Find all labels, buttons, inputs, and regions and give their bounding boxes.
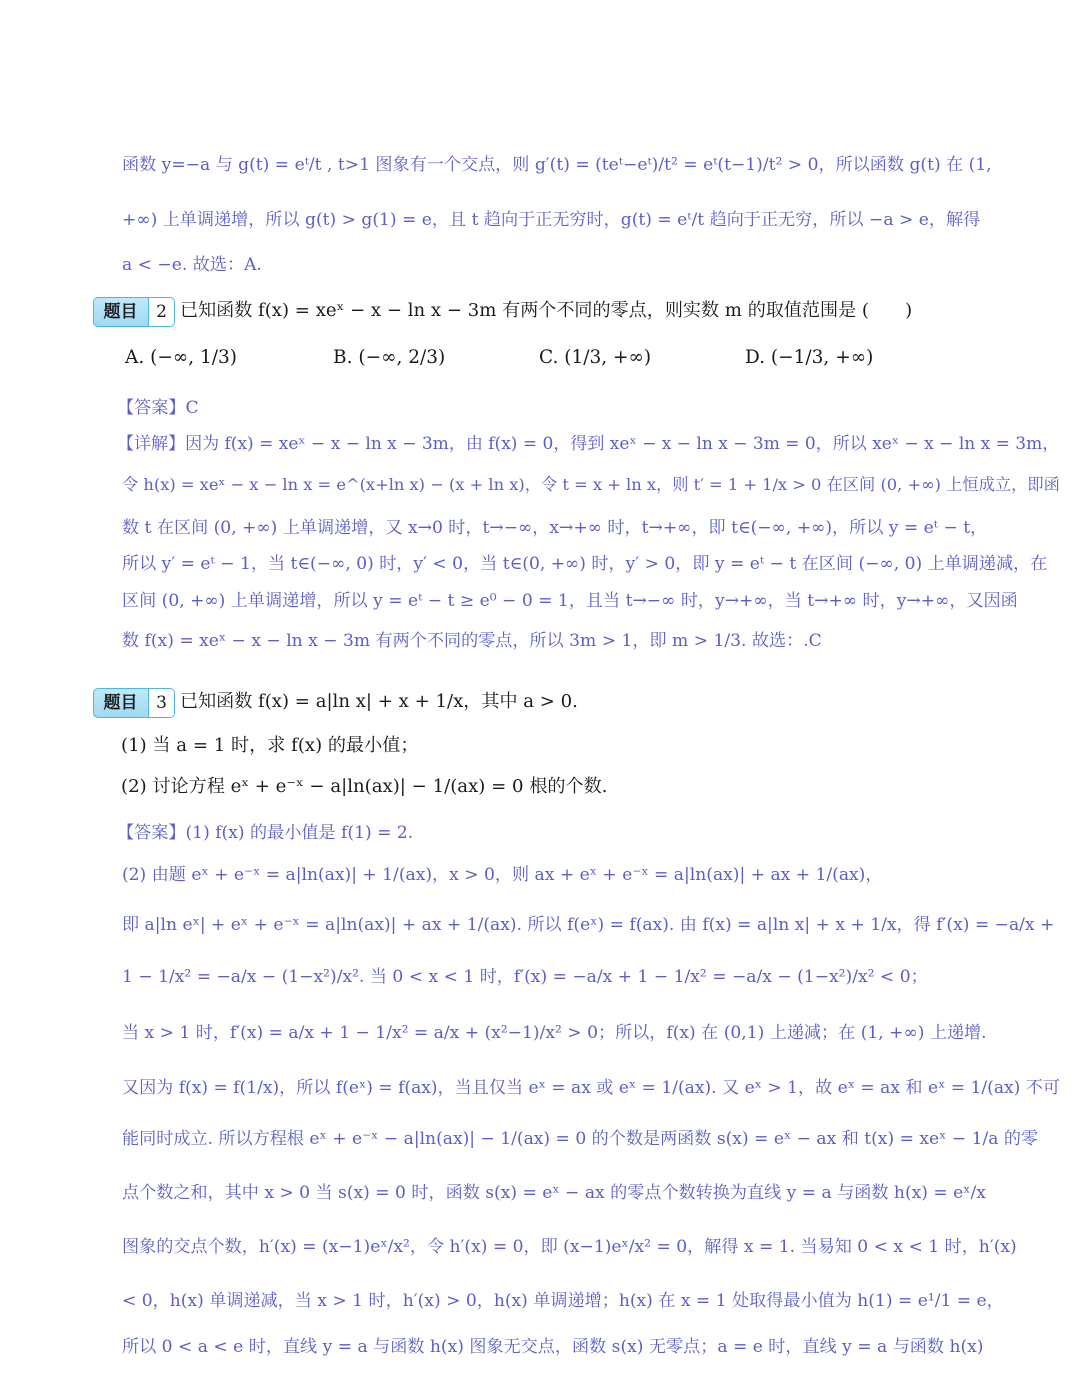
question-number: 3 bbox=[148, 689, 174, 717]
solution-line: +∞) 上单调递增，所以 g(t) > g(1) = e，且 t 趋向于正无穷时，g(t) = eᵗ/t 趋向于正无穷，所以 −a > e，解得 bbox=[122, 210, 981, 230]
solution-line: a < −e. 故选：A. bbox=[122, 255, 262, 275]
detail-line: 即 a|ln eˣ| + eˣ + e⁻ˣ = a|ln(ax)| + ax + 1/(ax). 所以 f(eˣ) = f(ax). 由 f(x) = a|ln x| + x + 1/x，得 f′(x) = −a/x + bbox=[122, 915, 1055, 935]
detail-line: 【详解】因为 f(x) = xeˣ − x − ln x − 3m，由 f(x) = 0，得到 xeˣ − x − ln x − 3m = 0，所以 xeˣ − x − ln x = 3m， bbox=[117, 434, 1060, 454]
detail-line: 能同时成立. 所以方程根 eˣ + e⁻ˣ − a|ln(ax)| − 1/(ax) = 0 的个数是两函数 s(x) = eˣ − ax 和 t(x) = xeˣ − 1/a 的零 bbox=[122, 1129, 1039, 1149]
answer-options bbox=[125, 338, 1025, 378]
question-badge bbox=[93, 297, 175, 327]
detail-line: 点个数之和，其中 x > 0 当 s(x) = 0 时，函数 s(x) = eˣ − ax 的零点个数转换为直线 y = a 与函数 h(x) = eˣ/x bbox=[122, 1183, 986, 1203]
answer-line: 【答案】C bbox=[117, 398, 199, 418]
question-number: 2 bbox=[148, 298, 174, 326]
solution-line: 函数 y=−a 与 g(t) = eᵗ/t , t>1 图象有一个交点，则 g′(t) = (teᵗ−eᵗ)/t² = eᵗ(t−1)/t² > 0，所以函数 g(t) 在 (1, bbox=[122, 155, 992, 175]
detail-line: < 0，h(x) 单调递减，当 x > 1 时，h′(x) > 0，h(x) 单调递增；h(x) 在 x = 1 处取得最小值为 h(1) = e¹/1 = e， bbox=[122, 1291, 1004, 1311]
detail-line: (2) 由题 eˣ + e⁻ˣ = a|ln(ax)| + 1/(ax)，x > 0，则 ax + eˣ + e⁻ˣ = a|ln(ax)| + ax + 1/(ax)， bbox=[122, 865, 883, 885]
option-b: B. (−∞, 2/3) bbox=[333, 347, 446, 368]
question-badge bbox=[93, 688, 175, 718]
question-badge-label: 题目 bbox=[103, 302, 138, 322]
question-badge-label: 题目 bbox=[103, 693, 138, 713]
question-text: 已知函数 f(x) = a|ln x| + x + 1/x，其中 a > 0. bbox=[180, 691, 578, 712]
option-c: C. (1/3, +∞) bbox=[539, 347, 652, 368]
detail-line: 图象的交点个数，h′(x) = (x−1)eˣ/x²，令 h′(x) = 0，即 (x−1)eˣ/x² = 0，解得 x = 1. 当易知 0 < x < 1 时，h′(x) bbox=[122, 1237, 1017, 1257]
detail-line: 当 x > 1 时，f′(x) = a/x + 1 − 1/x² = a/x + (x²−1)/x² > 0；所以，f(x) 在 (0,1) 上递减；在 (1, +∞) 上递增. bbox=[122, 1023, 987, 1043]
option-d: D. (−1/3, +∞) bbox=[745, 347, 874, 368]
option-a: A. (−∞, 1/3) bbox=[125, 347, 238, 368]
detail-line: 数 f(x) = xeˣ − x − ln x − 3m 有两个不同的零点，所以 3m > 1，即 m > 1/3. 故选：.C bbox=[122, 631, 822, 651]
answer-line: 【答案】(1) f(x) 的最小值是 f(1) = 2. bbox=[117, 823, 414, 843]
detail-line: 1 − 1/x² = −a/x − (1−x²)/x². 当 0 < x < 1 时，f′(x) = −a/x + 1 − 1/x² = −a/x − (1−x²)/x² < 0； bbox=[122, 967, 928, 987]
detail-line: 所以 0 < a < e 时，直线 y = a 与函数 h(x) 图象无交点，函数 s(x) 无零点；a = e 时，直线 y = a 与函数 h(x) bbox=[122, 1337, 984, 1357]
detail-line: 数 t 在区间 (0, +∞) 上单调递增，又 x→0 时，t→−∞，x→+∞ 时，t→+∞，即 t∈(−∞, +∞)，所以 y = eᵗ − t， bbox=[122, 518, 988, 538]
question-part: (1) 当 a = 1 时，求 f(x) 的最小值； bbox=[121, 735, 419, 756]
detail-line: 又因为 f(x) = f(1/x)，所以 f(eˣ) = f(ax)，当且仅当 eˣ = ax 或 eˣ = 1/(ax). 又 eˣ > 1，故 eˣ = ax 和 eˣ = 1/(ax) 不可 bbox=[122, 1078, 1060, 1098]
detail-line: 所以 y′ = eᵗ − 1，当 t∈(−∞, 0) 时，y′ < 0，当 t∈(0, +∞) 时，y′ > 0，即 y = eᵗ − t 在区间 (−∞, 0) 上单调递减，在 bbox=[122, 554, 1048, 574]
detail-line: 区间 (0, +∞) 上单调递增，所以 y = eᵗ − t ≥ e⁰ − 0 = 1，且当 t→−∞ 时，y→+∞，当 t→+∞ 时，y→+∞，又因函 bbox=[122, 591, 1018, 611]
question-text: 已知函数 f(x) = xeˣ − x − ln x − 3m 有两个不同的零点，则实数 m 的取值范围是 ( ) bbox=[180, 300, 913, 321]
detail-line: 令 h(x) = xeˣ − x − ln x = e^(x+ln x) − (x + ln x)，令 t = x + ln x，则 t′ = 1 + 1/x > 0 在区间 (0, +∞) 上恒成立，即函 bbox=[122, 475, 1060, 494]
question-part: (2) 讨论方程 eˣ + e⁻ˣ − a|ln(ax)| − 1/(ax) = 0 根的个数. bbox=[121, 776, 608, 797]
